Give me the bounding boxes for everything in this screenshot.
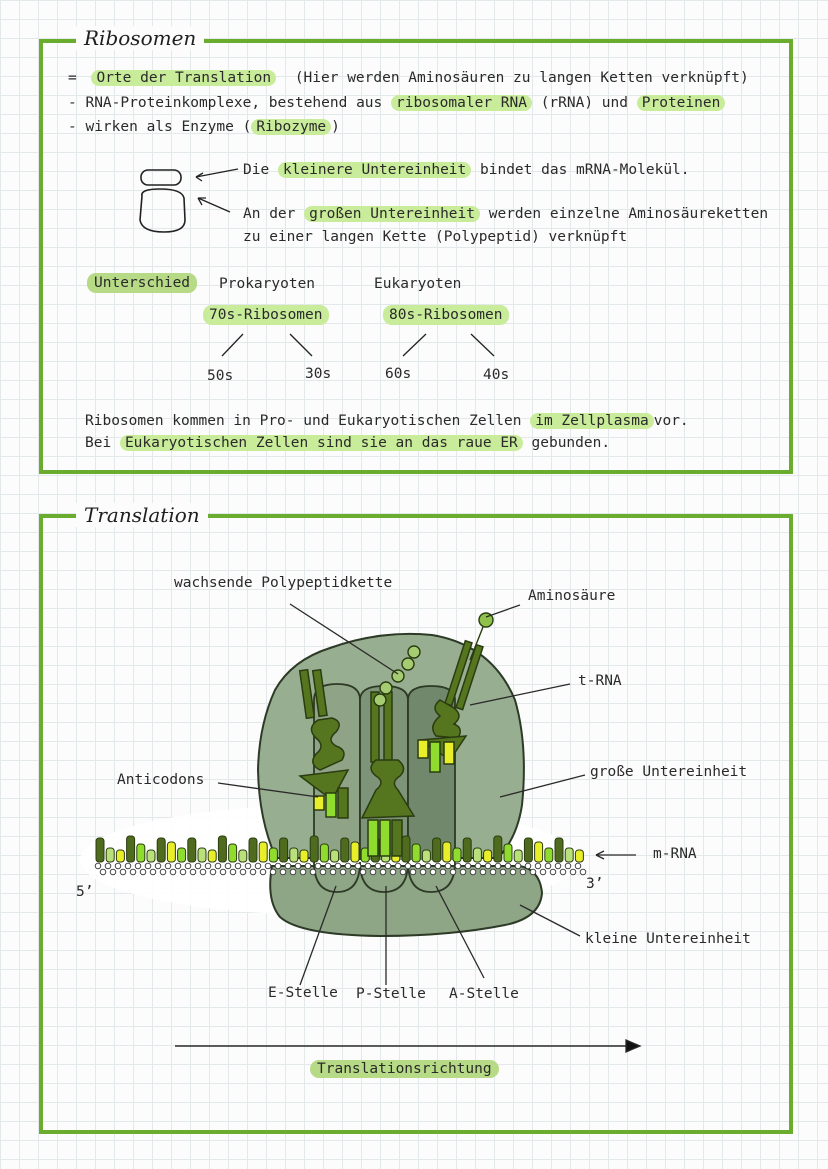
mrna-backbone-bead — [335, 863, 341, 869]
label-mrna: m-RNA — [653, 846, 697, 862]
mrna-backbone-bead — [570, 869, 576, 875]
mrna-base — [575, 850, 583, 862]
mrna-base — [565, 848, 573, 862]
highlight-small-unit: kleinere Untereinheit — [278, 162, 471, 178]
mrna-backbone-bead — [155, 863, 161, 869]
mrna-base — [127, 836, 135, 862]
mrna-base — [443, 842, 451, 862]
mrna-backbone-bead — [510, 869, 516, 875]
mrna-backbone-bead — [375, 863, 381, 869]
label-amino-acid: Aminosäure — [528, 588, 616, 604]
mrna-backbone-bead — [110, 869, 116, 875]
definition-note: (Hier werden Aminosäuren zu langen Ketten verknüpft) — [294, 70, 749, 86]
mrna-backbone-bead — [575, 863, 581, 869]
mrna-backbone-bead — [310, 869, 316, 875]
mrna-backbone-bead — [580, 869, 586, 875]
mrna-backbone-bead — [160, 869, 166, 875]
mrna-base — [137, 844, 145, 862]
small-unit-after: bindet das mRNA-Molekül. — [480, 162, 690, 178]
difference-label: Unterschied — [87, 273, 197, 293]
mrna-backbone-bead — [360, 869, 366, 875]
mrna-backbone-bead — [125, 863, 131, 869]
mrna-backbone-bead — [520, 869, 526, 875]
mrna-base — [147, 850, 155, 862]
mrna-base — [300, 850, 308, 862]
prokaryotes-title: Prokaryoten — [219, 276, 316, 292]
mrna-backbone-bead — [540, 869, 546, 875]
mrna-backbone-bead — [390, 869, 396, 875]
mrna-backbone-bead — [410, 869, 416, 875]
mrna-backbone-bead — [400, 869, 406, 875]
mrna-backbone-bead — [150, 869, 156, 875]
label-direction: Translationsrichtung — [310, 1060, 499, 1078]
mrna-backbone-bead — [185, 863, 191, 869]
mrna-base — [514, 850, 522, 862]
mrna-backbone-bead — [465, 863, 471, 869]
mrna-backbone-bead — [300, 869, 306, 875]
location-1-after: vor. — [653, 413, 689, 429]
mrna-backbone-bead — [565, 863, 571, 869]
mrna-base — [351, 842, 359, 862]
mrna-base — [341, 838, 349, 862]
prokaryotes-small: 30s — [305, 366, 332, 382]
label-three-prime: 3’ — [586, 876, 604, 892]
mrna-base — [229, 844, 237, 862]
mrna-backbone-bead — [430, 869, 436, 875]
mrna-backbone-bead — [495, 863, 501, 869]
location-2-before: Bei — [85, 435, 112, 451]
large-unit-text-2: zu einer langen Kette (Polypeptid) verknüpft — [243, 229, 628, 245]
mrna-base — [453, 848, 461, 862]
mrna-backbone-bead — [165, 863, 171, 869]
mrna-backbone-bead — [265, 863, 271, 869]
eukaryotes-title: Eukaryoten — [374, 276, 462, 292]
mrna-backbone-bead — [425, 863, 431, 869]
mrna-base — [290, 848, 298, 862]
composition-mid: (rRNA) und — [540, 95, 629, 111]
highlight-large-unit: großen Untereinheit — [304, 206, 480, 222]
label-large-subunit: große Untereinheit — [590, 764, 748, 780]
mrna-base — [218, 836, 226, 862]
mrna-backbone-bead — [350, 869, 356, 875]
highlight-ribozymes: Ribozyme — [251, 119, 331, 135]
large-unit-before: An der — [243, 206, 296, 222]
mrna-backbone-bead — [175, 863, 181, 869]
mrna-backbone-bead — [320, 869, 326, 875]
enzyme-suffix: ) — [331, 119, 340, 135]
mrna-backbone-bead — [115, 863, 121, 869]
mrna-backbone-bead — [365, 863, 371, 869]
mrna-backbone-bead — [340, 869, 346, 875]
mrna-backbone-bead — [130, 869, 136, 875]
location-1-before: Ribosomen kommen in Pro- und Eukaryotischen Zellen — [85, 413, 522, 429]
label-a-site: A-Stelle — [449, 986, 519, 1002]
mrna-base — [208, 850, 216, 862]
mrna-backbone-bead — [245, 863, 251, 869]
mrna-backbone-bead — [515, 863, 521, 869]
mrna-base — [535, 842, 543, 862]
mrna-backbone-bead — [270, 869, 276, 875]
label-p-site: P-Stelle — [356, 986, 426, 1002]
mrna-backbone-bead — [215, 863, 221, 869]
mrna-base — [555, 838, 563, 862]
mrna-backbone-bead — [345, 863, 351, 869]
mrna-backbone-bead — [190, 869, 196, 875]
mrna-backbone-bead — [555, 863, 561, 869]
mrna-backbone-bead — [275, 863, 281, 869]
mrna-base — [320, 844, 328, 862]
highlight-rrna: ribosomaler RNA — [391, 95, 532, 111]
mrna-backbone-bead — [200, 869, 206, 875]
mrna-backbone-bead — [445, 863, 451, 869]
mrna-backbone-bead — [305, 863, 311, 869]
mrna-backbone-bead — [380, 869, 386, 875]
mrna-backbone-bead — [370, 869, 376, 875]
mrna-backbone-bead — [395, 863, 401, 869]
mrna-base — [504, 844, 512, 862]
highlight-cytoplasm: im Zellplasma — [530, 413, 654, 429]
mrna-backbone-bead — [280, 869, 286, 875]
mrna-backbone-bead — [440, 869, 446, 875]
highlight-er: Eukaryotischen Zellen sind sie an das raue ER — [120, 435, 523, 451]
mrna-base — [106, 848, 114, 862]
mrna-backbone-bead — [170, 869, 176, 875]
mrna-backbone-bead — [135, 863, 141, 869]
mrna-backbone-bead — [385, 863, 391, 869]
mrna-backbone-bead — [210, 869, 216, 875]
highlight-proteins: Proteinen — [637, 95, 726, 111]
mrna-backbone-bead — [260, 869, 266, 875]
label-anticodons: Anticodons — [117, 772, 205, 788]
mrna-backbone-bead — [450, 869, 456, 875]
mrna-backbone-bead — [490, 869, 496, 875]
mrna-base — [545, 848, 553, 862]
mrna-base — [116, 850, 124, 862]
prokaryotes-large: 50s — [207, 368, 234, 384]
mrna-backbone-bead — [105, 863, 111, 869]
mrna-base — [463, 838, 471, 862]
label-e-site: E-Stelle — [268, 985, 338, 1001]
small-unit-before: Die — [243, 162, 270, 178]
mrna-backbone-bead — [480, 869, 486, 875]
mrna-backbone-bead — [205, 863, 211, 869]
mrna-backbone-bead — [550, 869, 556, 875]
mrna-backbone-bead — [405, 863, 411, 869]
mrna-backbone-bead — [435, 863, 441, 869]
mrna-backbone-bead — [455, 863, 461, 869]
equals-sign: = — [68, 70, 77, 86]
mrna-base — [402, 836, 410, 862]
mrna-base — [473, 848, 481, 862]
mrna-base — [524, 838, 532, 862]
mrna-base — [269, 848, 277, 862]
mrna-base — [331, 850, 339, 862]
mrna-base — [198, 848, 206, 862]
mrna-backbone-bead — [255, 863, 261, 869]
location-2-after: gebunden. — [531, 435, 611, 451]
mrna-base — [280, 838, 288, 862]
mrna-base — [249, 838, 257, 862]
label-five-prime: 5’ — [76, 884, 94, 900]
mrna-backbone-bead — [295, 863, 301, 869]
prokaryotes-total: 70s-Ribosomen — [203, 305, 329, 325]
mrna-backbone-bead — [505, 863, 511, 869]
mrna-backbone-bead — [415, 863, 421, 869]
mrna-backbone-bead — [325, 863, 331, 869]
mrna-backbone-bead — [330, 869, 336, 875]
mrna-backbone-bead — [355, 863, 361, 869]
mrna-base — [167, 842, 175, 862]
mrna-base — [188, 838, 196, 862]
eukaryotes-small: 40s — [483, 367, 510, 383]
mrna-backbone-bead — [560, 869, 566, 875]
mrna-backbone-bead — [285, 863, 291, 869]
mrna-backbone-bead — [180, 869, 186, 875]
label-small-subunit: kleine Untereinheit — [585, 931, 751, 947]
mrna-base — [310, 836, 318, 862]
mrna-base — [157, 838, 165, 862]
mrna-backbone-bead — [225, 863, 231, 869]
mrna-backbone-bead — [485, 863, 491, 869]
mrna-backbone-bead — [140, 869, 146, 875]
mrna-backbone-bead — [525, 863, 531, 869]
eukaryotes-total: 80s-Ribosomen — [383, 305, 509, 325]
mrna-base — [178, 848, 186, 862]
mrna-base — [412, 844, 420, 862]
mrna-backbone-bead — [545, 863, 551, 869]
mrna-backbone-bead — [535, 863, 541, 869]
eukaryotes-large: 60s — [385, 366, 412, 382]
mrna-backbone-bead — [230, 869, 236, 875]
mrna-backbone-bead — [420, 869, 426, 875]
section-title-translation: Translation — [76, 503, 208, 527]
mrna-backbone-bead — [460, 869, 466, 875]
mrna-backbone-bead — [250, 869, 256, 875]
section-title-ribosomes: Ribosomen — [76, 26, 204, 50]
mrna-base — [239, 850, 247, 862]
mrna-backbone-bead — [195, 863, 201, 869]
mrna-backbone-bead — [315, 863, 321, 869]
mrna-backbone-bead — [145, 863, 151, 869]
mrna-base — [484, 850, 492, 862]
mrna-backbone-bead — [500, 869, 506, 875]
mrna-backbone-bead — [235, 863, 241, 869]
label-polypeptide: wachsende Polypeptidkette — [174, 575, 393, 591]
mrna-backbone-bead — [95, 863, 101, 869]
mrna-backbone-bead — [470, 869, 476, 875]
highlight-translation-sites: Orte der Translation — [91, 70, 276, 86]
mrna-backbone-bead — [290, 869, 296, 875]
large-unit-after: werden einzelne Aminosäureketten — [488, 206, 769, 222]
mrna-backbone-bead — [240, 869, 246, 875]
mrna-base — [494, 836, 502, 862]
mrna-base — [259, 842, 267, 862]
composition-text: - RNA-Proteinkomplexe, bestehend aus — [68, 95, 383, 111]
mrna-backbone-bead — [475, 863, 481, 869]
mrna-backbone-bead — [100, 869, 106, 875]
mrna-base — [433, 838, 441, 862]
mrna-base — [96, 838, 104, 862]
mrna-backbone-bead — [530, 869, 536, 875]
mrna-backbone-bead — [220, 869, 226, 875]
mrna-base — [422, 850, 430, 862]
label-trna: t-RNA — [578, 673, 622, 689]
enzyme-text: - wirken als Enzyme ( — [68, 119, 252, 135]
mrna-backbone-bead — [120, 869, 126, 875]
